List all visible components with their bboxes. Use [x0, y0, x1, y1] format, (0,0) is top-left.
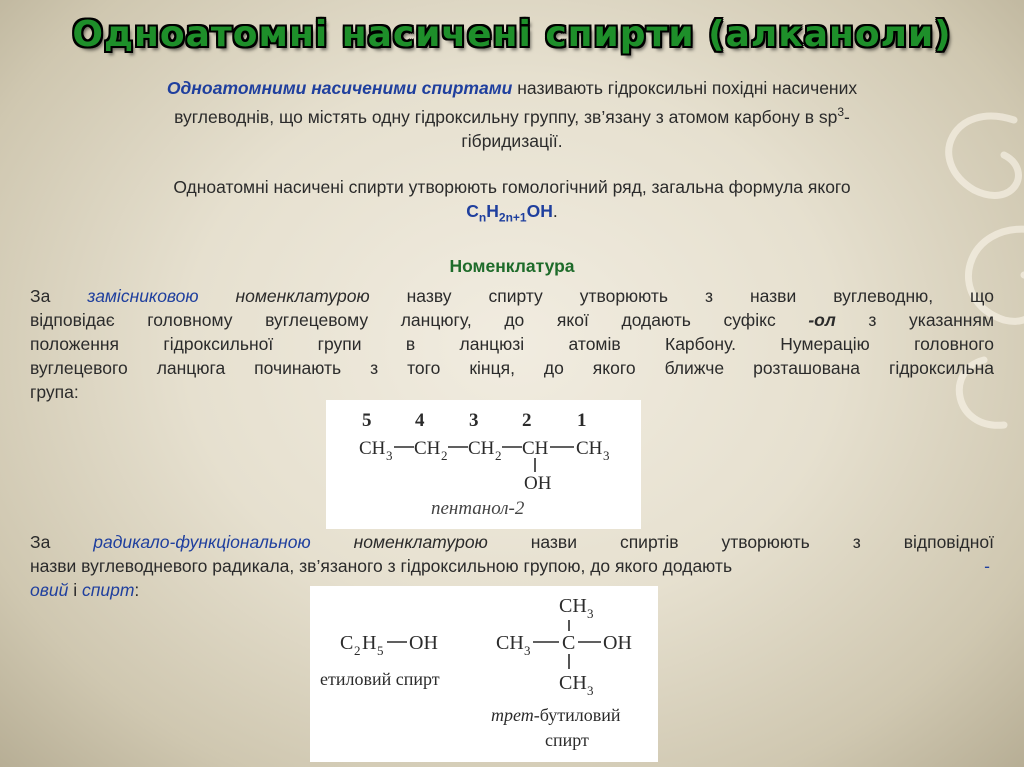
tbutanol-sub-top: 3	[587, 606, 594, 621]
radical-term-2: номенклатурою	[353, 532, 488, 552]
ch-group: CH	[359, 438, 386, 459]
subscript: 2	[441, 448, 448, 463]
carbon-number: 2	[522, 410, 532, 431]
oh-group: OH	[524, 473, 552, 494]
tbutanol-sub-bottom: 3	[587, 683, 594, 698]
formula-2n1: 2n+1	[498, 210, 527, 225]
ch-group: CH	[414, 438, 441, 459]
tbutanol-c: C	[562, 632, 576, 654]
subscript: 3	[386, 448, 393, 463]
definition-text-2: вуглеводнів, що містять одну гідроксильну группу, зв’язану з атомом карбону в sp	[174, 106, 838, 127]
carbon-number: 4	[415, 410, 425, 431]
ch-group: CH	[576, 438, 603, 459]
definition-term: Одноатомними насиченими спиртами	[166, 78, 513, 98]
radical-spirt: спирт	[81, 580, 135, 600]
tbutanol-oh: OH	[603, 632, 632, 654]
carbon-number: 1	[577, 410, 587, 431]
subst-line-2	[30, 308, 994, 332]
ethanol-c-sub: 2	[354, 643, 361, 658]
tbutanol-sub-left: 3	[524, 643, 531, 658]
ethanol-name: етиловий спирт	[320, 669, 440, 689]
radical-line-1	[30, 530, 994, 554]
subst-line-2-a: відповідає головному вуглецевому ланцюгу, до якої додають суфікс	[30, 310, 776, 330]
alcohols-structure-image	[310, 586, 658, 762]
definition-text-3: -	[844, 106, 850, 127]
subst-line-2-b: з указанням	[868, 310, 994, 330]
radical-i: і	[73, 580, 78, 600]
ch-group: CH	[522, 438, 549, 459]
pentanol-structure-image	[326, 400, 641, 529]
subst-line-5: група:	[30, 382, 79, 402]
subst-line-4: вуглецевого ланцюга починають з того кінця, до якого ближче розташована гідроксильна	[30, 358, 994, 378]
definition-sup: 3	[837, 105, 845, 119]
ethanol-h-sub: 5	[377, 643, 384, 658]
formula-oh: OH	[526, 201, 553, 221]
radical-dash: -	[984, 556, 990, 576]
tbutanol-name-rest: -бутиловий	[533, 705, 621, 725]
compound-name: пентанол-2	[431, 498, 525, 519]
homolog-paragraph	[50, 175, 974, 230]
radical-term-1: радикало-функціональною	[93, 532, 311, 552]
definition-line-1	[50, 76, 974, 100]
tbutanol-name-line-2: спирт	[545, 730, 589, 750]
definition-line-2	[50, 100, 974, 129]
formula-c: C	[466, 201, 479, 221]
pentanol-structure-svg	[326, 400, 641, 529]
definition-text-1: називають гідроксильні похідні насичених	[512, 78, 858, 98]
definition-line-3: гібридизації.	[461, 130, 563, 151]
tbutanol-name-italic: трет	[491, 705, 534, 725]
general-formula	[50, 199, 974, 230]
subst-line-1-rest: назву спирту утворюють з назви вуглеводню, що	[406, 286, 994, 306]
page-title: Одноатомні насичені спирти (алканоли)	[72, 14, 952, 55]
subst-term-2: номенклатурою	[235, 286, 370, 306]
homolog-line-1: Одноатомні насичені спирти утворюють гомологічний ряд, загальна формула якого	[173, 177, 851, 197]
tbutanol-ch-left: CH	[496, 632, 524, 654]
carbon-number: 5	[362, 410, 372, 431]
substitutive-paragraph	[30, 284, 994, 404]
carbon-number: 3	[469, 410, 479, 431]
subscript: 3	[603, 448, 610, 463]
radical-line-2-text: назви вуглеводневого радикала, зв’язаного з гідроксильною групою, до якого додають	[30, 556, 733, 576]
ch-group: CH	[468, 438, 495, 459]
subst-line-3: положення гідроксильної групи в ланцюзі атомів Карбону. Нумерацію головного	[30, 334, 994, 354]
subst-term-1: замісниковою	[87, 286, 199, 306]
tbutanol-ch-top: CH	[559, 595, 587, 617]
radical-line-2	[30, 554, 994, 578]
tbutanol-name	[491, 705, 621, 725]
formula-h: H	[486, 201, 499, 221]
subst-za: За	[30, 286, 51, 306]
ethanol-oh: OH	[409, 632, 438, 654]
tbutanol-ch-bottom: CH	[559, 672, 587, 694]
subst-suffix: -ол	[808, 310, 836, 330]
section-heading: Номенклатура	[449, 256, 575, 276]
ethanol-h: H	[362, 632, 377, 654]
formula-n: n	[478, 210, 487, 225]
formula-dot: .	[552, 201, 558, 221]
radical-colon: :	[134, 580, 140, 600]
ethanol-c: C	[340, 632, 354, 654]
subst-line-1	[30, 284, 994, 308]
radical-line-1-rest: назви спиртів утворюють з відповідної	[530, 532, 994, 552]
definition-paragraph	[50, 76, 974, 153]
alcohols-structure-svg	[310, 586, 658, 762]
subscript: 2	[495, 448, 502, 463]
radical-ovyi: овий	[30, 580, 69, 600]
radical-za: За	[30, 532, 51, 552]
